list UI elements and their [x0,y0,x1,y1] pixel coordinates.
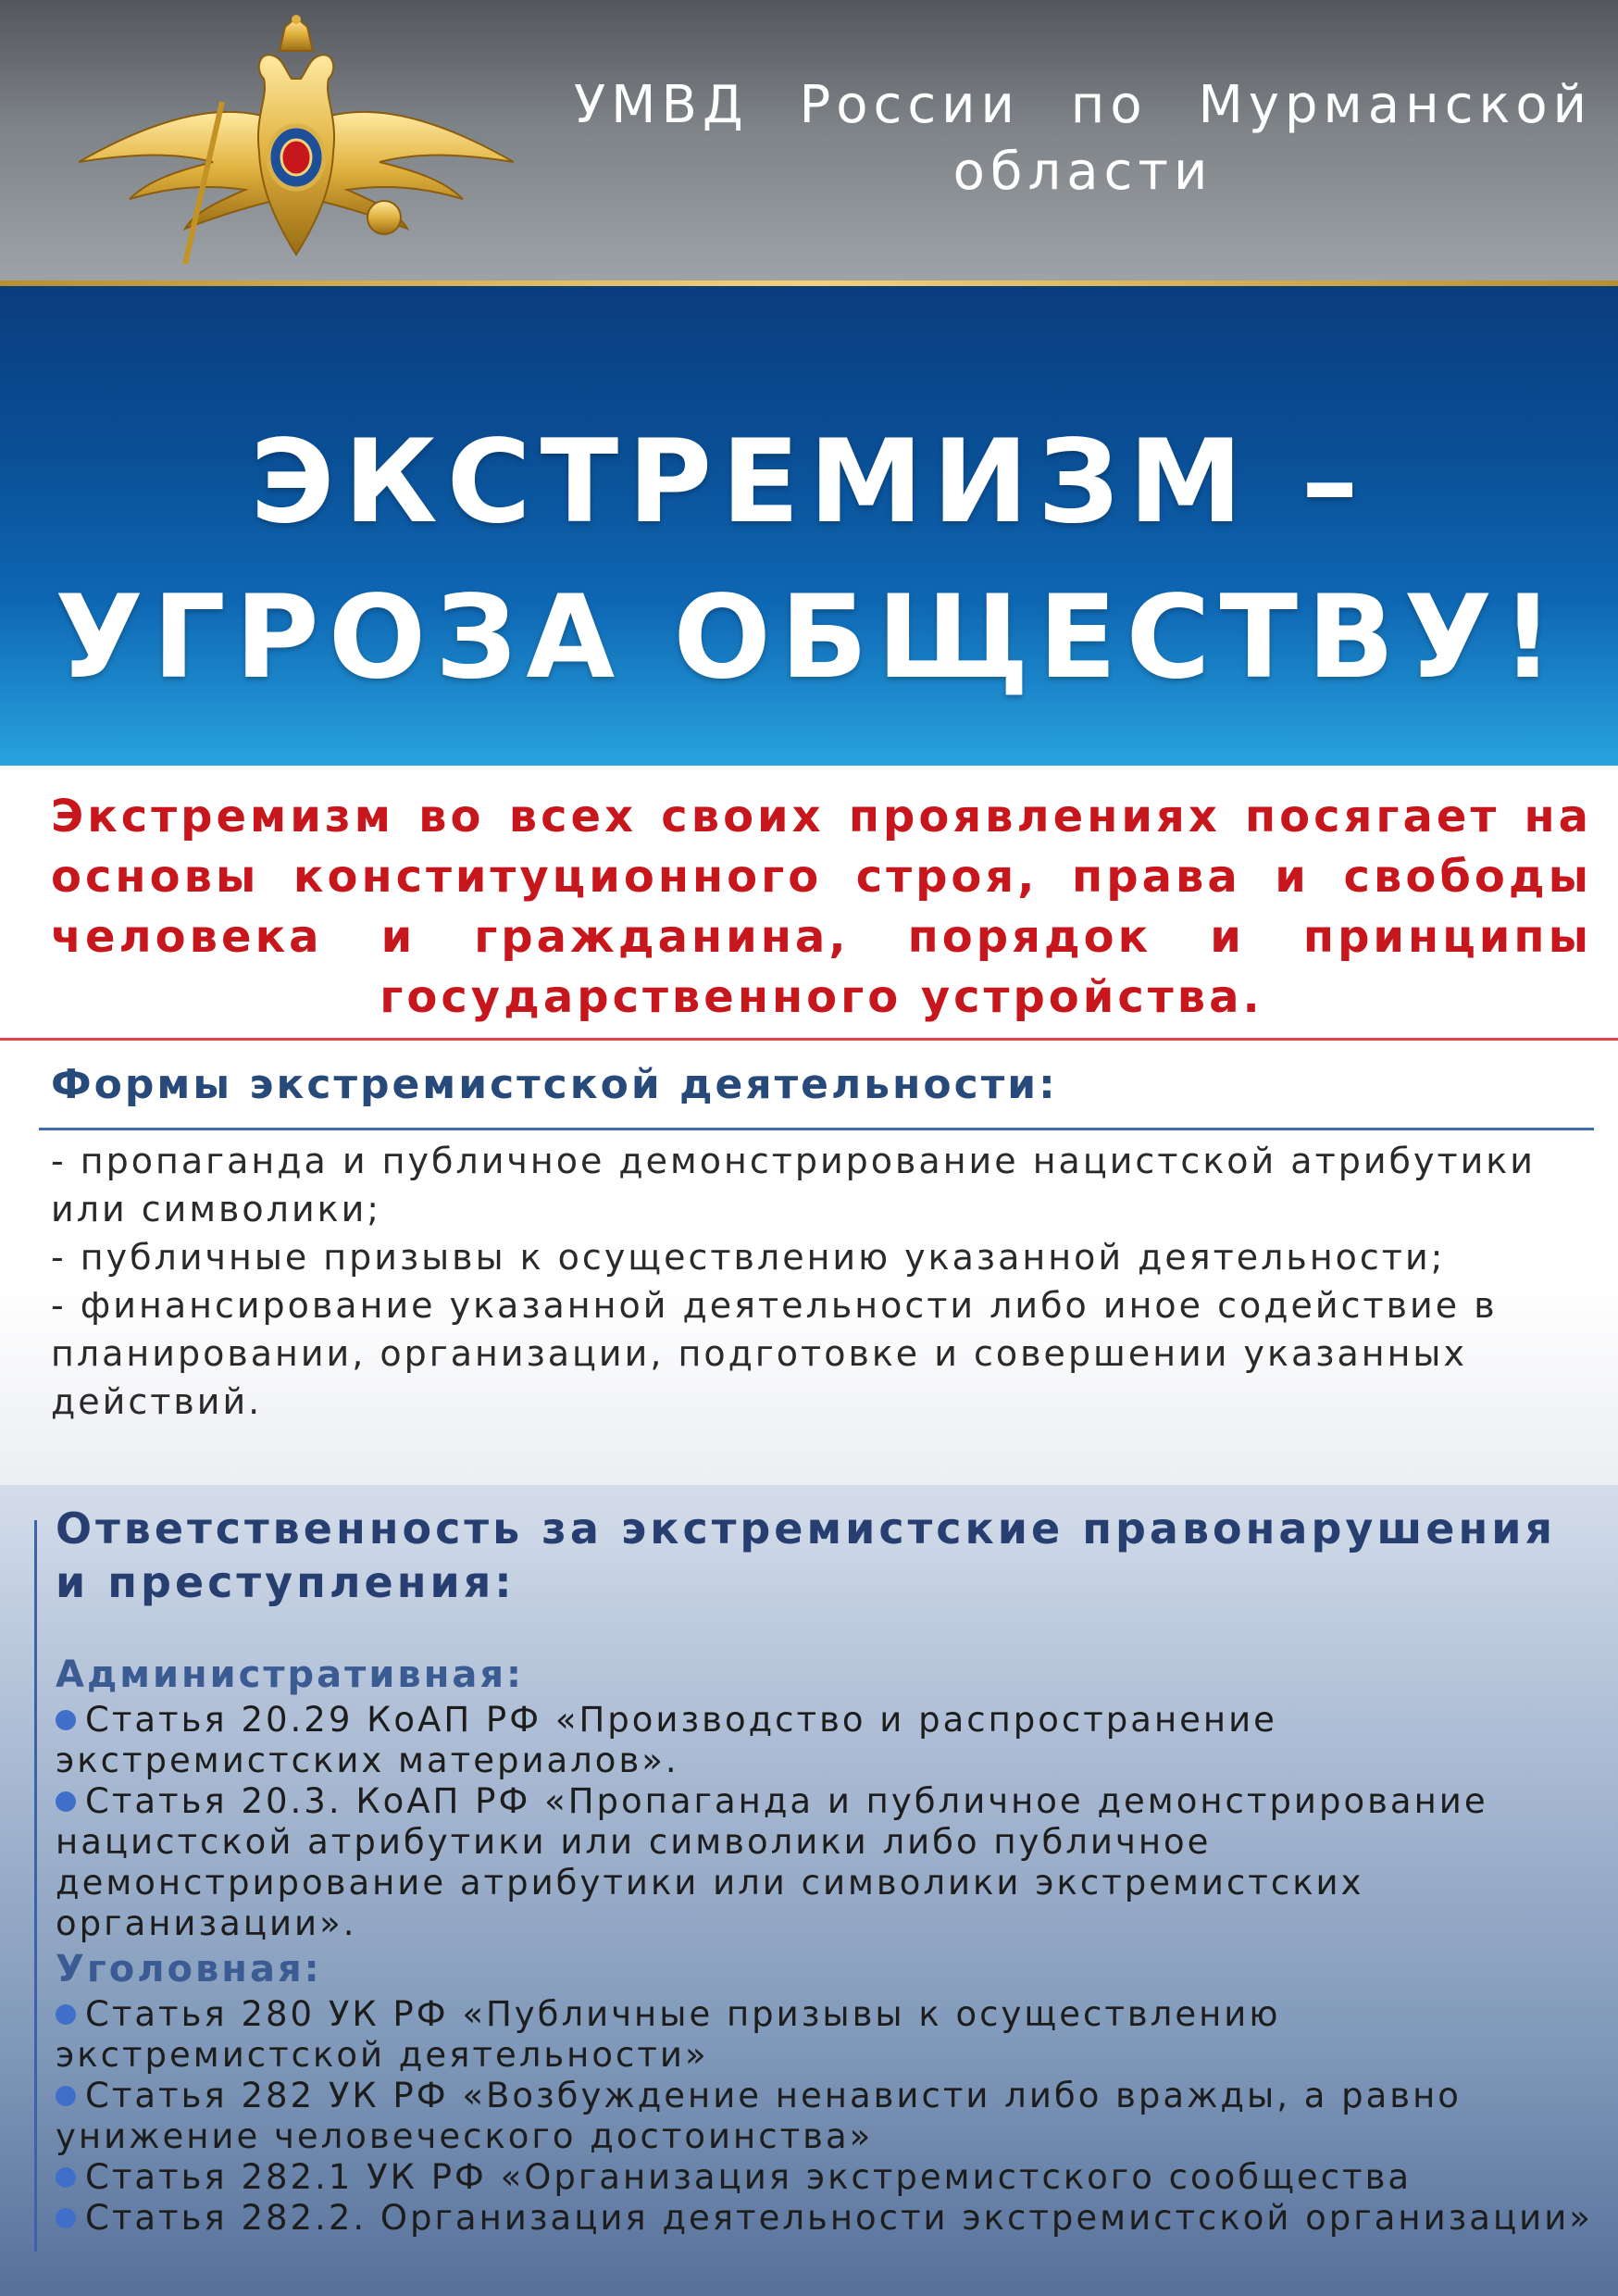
administrative-list [56,1700,1601,1944]
list-item: - пропаганда и публичное демонстрирование нацистской атрибутики или символики; [51,1141,1536,1229]
criminal-list [56,1994,1601,2239]
forms-divider [39,1128,1594,1130]
bullet-icon [56,2167,76,2188]
responsibility-section [0,1485,1618,2296]
title-banner [0,286,1618,766]
forms-section [0,1041,1618,1485]
article-text: Статья 282 УК РФ «Возбуждение ненависти либо вражды, а равно унижение человеческого достоинства» [56,2076,1462,2156]
list-item [56,2198,1601,2239]
poster-title [0,405,1618,716]
header [0,0,1618,282]
title-line-2: УГРОЗА ОБЩЕСТВУ! [55,571,1563,705]
article-text: Статья 20.3. КоАП РФ «Пропаганда и публичное демонстрирование нацистской атрибутики или символики либо публичное демонстрирование атрибутики или символики экстремистских организации». [56,1781,1488,1943]
forms-heading: Формы экстремистской деятельности: [51,1061,1058,1108]
list-item: - публичные призывы к осуществлению указанной деятельности; [51,1237,1446,1278]
intro-statement: Экстремизм во всех своих проявлениях посягает на основы конституционного строя, права и свободы человека и гражданина, порядок и принципы государственного устройства. [51,791,1592,1023]
administrative-label: Административная: [56,1653,524,1696]
bullet-icon [56,1791,76,1812]
list-item [56,1994,1601,2076]
bullet-icon [56,2086,76,2106]
list-item [56,1781,1601,1944]
bullet-icon [56,1710,76,1730]
bullet-icon [56,2208,76,2228]
list-item [56,2157,1601,2198]
vertical-accent-line [34,1520,37,2252]
criminal-label: Уголовная: [56,1948,322,1990]
article-text: Статья 282.2. Организация деятельности экстремистской организации» [85,2198,1593,2238]
bullet-icon [56,2004,76,2025]
responsibility-heading: Ответственность за экстремистские правонарушения и преступления: [56,1504,1556,1607]
mvd-emblem-icon [74,14,518,266]
article-text: Статья 20.29 КоАП РФ «Производство и распространение экстремистских материалов». [56,1700,1277,1780]
organization-name: УМВД России по Мурманской области [574,75,1592,202]
list-item [56,1700,1601,1781]
list-item: - финансирование указанной деятельности либо иное содействие в планировании, организации, подготовке и совершении указанных действий. [51,1285,1498,1422]
article-text: Статья 282.1 УК РФ «Организация экстремистского сообщества [85,2157,1413,2197]
article-text: Статья 280 УК РФ «Публичные призывы к осуществлению экстремистской деятельности» [56,1994,1281,2075]
forms-list [51,1137,1587,1426]
list-item [56,2076,1601,2157]
title-line-1: ЭКСТРЕМИЗМ – [250,416,1368,549]
